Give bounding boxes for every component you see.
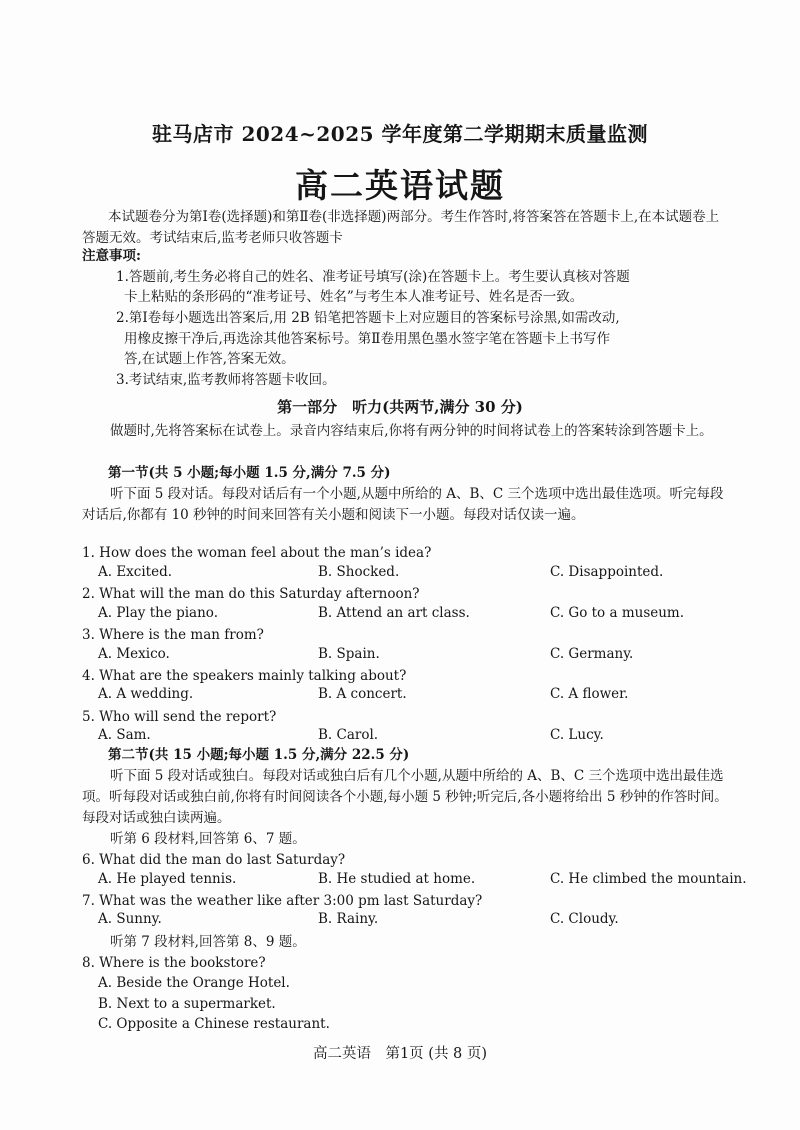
q8-option-b: B. Next to a supermarket. xyxy=(98,996,276,1012)
q4-option-a: A. A wedding. xyxy=(98,686,194,702)
q1-option-a: A. Excited. xyxy=(98,564,173,580)
q5-option-a: A. Sam. xyxy=(98,727,151,743)
page-footer: 高二英语 第1页 (共 8 页) xyxy=(312,1046,488,1062)
notes-heading: 注意事项: xyxy=(82,248,141,264)
question-2: 2. What will the man do this Saturday afternoon? xyxy=(82,586,420,602)
material-7-note: 听第 7 段材料,回答第 8、9 题。 xyxy=(110,934,306,950)
section-2-heading: 第二节(共 15 小题;每小题 1.5 分,满分 22.5 分) xyxy=(108,747,410,763)
q8-option-a: A. Beside the Orange Hotel. xyxy=(98,975,290,991)
q8-option-c: C. Opposite a Chinese restaurant. xyxy=(98,1016,330,1032)
q1-option-b: B. Shocked. xyxy=(318,564,400,580)
note-3: 3.考试结束,监考教师将答题卡收回。 xyxy=(116,372,336,388)
q6-option-c: C. He climbed the mountain. xyxy=(550,871,747,887)
q7-option-c: C. Cloudy. xyxy=(550,911,619,927)
q1-option-c: C. Disappointed. xyxy=(550,564,664,580)
question-1: 1. How does the woman feel about the man’s idea? xyxy=(82,545,432,561)
q3-option-c: C. Germany. xyxy=(550,646,634,662)
q6-option-a: A. He played tennis. xyxy=(98,871,237,887)
question-8: 8. Where is the bookstore? xyxy=(82,955,266,971)
question-5: 5. Who will send the report? xyxy=(82,709,277,725)
note-1-line-1: 1.答题前,考生务必将自己的姓名、准考证号填写(涂)在答题卡上。考生要认真核对答题 xyxy=(116,269,630,285)
q2-option-b: B. Attend an art class. xyxy=(318,605,470,621)
note-2-line-3: 答,在试题上作答,答案无效。 xyxy=(124,351,295,367)
note-2-line-2: 用橡皮擦干净后,再选涂其他答案标号。第Ⅱ卷用黑色墨水签字笔在答题卡上书写作 xyxy=(124,331,610,347)
q4-option-c: C. A flower. xyxy=(550,686,629,702)
section-1-heading: 第一节(共 5 小题;每小题 1.5 分,满分 7.5 分) xyxy=(108,465,391,481)
note-1-line-2: 卡上粘贴的条形码的“准考证号、姓名”与考生本人准考证号、姓名是否一致。 xyxy=(124,289,584,305)
material-6-note: 听第 6 段材料,回答第 6、7 题。 xyxy=(110,831,306,847)
q2-option-c: C. Go to a museum. xyxy=(550,605,685,621)
question-6: 6. What did the man do last Saturday? xyxy=(82,852,346,868)
q6-option-b: B. He studied at home. xyxy=(318,871,476,887)
part-1-instruction: 做题时,先将答案标在试卷上。录音内容结束后,你将有两分钟的时间将试卷上的答案转涂到答题卡上。 xyxy=(110,423,713,439)
question-4: 4. What are the speakers mainly talking about? xyxy=(82,668,407,684)
q4-option-b: B. A concert. xyxy=(318,686,407,702)
part-1-heading: 第一部分 听力(共两节,满分 30 分) xyxy=(277,398,523,416)
section-2-instruction: 听下面 5 段对话或独白。每段对话或独白后有几个小题,从题中所给的 A、B、C 三个选项中选出最佳选项。听每段对话或独白前,你将有时间阅读各个小题,每小题 5 秒钟;听完后,各小题将给出 5 秒钟的作答时间。每段对话或独白读两遍。 xyxy=(82,768,728,826)
intro-paragraph: 本试题卷分为第Ⅰ卷(选择题)和第Ⅱ卷(非选择题)两部分。考生作答时,将答案答在答题卡上,在本试题卷上答题无效。考试结束后,监考老师只收答题卡 xyxy=(82,209,720,246)
q7-option-b: B. Rainy. xyxy=(318,911,379,927)
question-7: 7. What was the weather like after 3:00 pm last Saturday? xyxy=(82,893,483,909)
note-2-line-1: 2.第Ⅰ卷每小题选出答案后,用 2B 铅笔把答题卡上对应题目的答案标号涂黑,如需改动, xyxy=(116,310,620,326)
q7-option-a: A. Sunny. xyxy=(98,911,162,927)
question-3: 3. Where is the man from? xyxy=(82,627,264,643)
subject-title: 高二英语试题 xyxy=(295,166,505,205)
q3-option-b: B. Spain. xyxy=(318,646,380,662)
exam-title: 驻马店市 2024~2025 学年度第二学期期末质量监测 xyxy=(151,122,648,146)
q2-option-a: A. Play the piano. xyxy=(98,605,218,621)
q5-option-b: B. Carol. xyxy=(318,727,379,743)
q5-option-c: C. Lucy. xyxy=(550,727,604,743)
section-1-instruction: 听下面 5 段对话。每段对话后有一个小题,从题中所给的 A、B、C 三个选项中选出最佳选项。听完每段对话后,你都有 10 秒钟的时间来回答有关小题和阅读下一小题。每段对话仅读一遍。 xyxy=(82,486,724,523)
q3-option-a: A. Mexico. xyxy=(98,646,170,662)
